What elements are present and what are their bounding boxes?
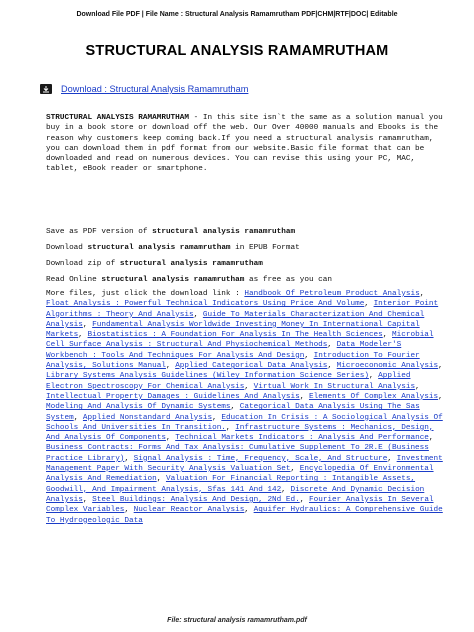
page-title: STRUCTURAL ANALYSIS RAMAMRUTHAM xyxy=(85,43,389,59)
related-file-link[interactable]: Nuclear Reactor Analysis xyxy=(133,506,245,515)
related-file-link[interactable]: Valuation For Financial Reporting : Intangible Assets, Goodwill, And Impairment Analysis, Sfas 141 And 142 xyxy=(46,475,416,494)
related-file-link[interactable]: Intellectual Property Damages : Guidelines And Analysis xyxy=(46,392,300,401)
related-file-link[interactable]: Interior Point Algorithms : Theory And Analysis xyxy=(46,300,439,319)
related-file-link[interactable]: Technical Markets Indicators : Analysis And Performance xyxy=(175,434,429,443)
related-file-link[interactable]: Guide To Materials Characterization And Chemical Analysis xyxy=(46,310,425,329)
related-file-link[interactable]: Modeling And Analysis Of Dynamic Systems xyxy=(46,403,231,412)
epub-line-post: in EPUB Format xyxy=(230,244,300,252)
related-file-link[interactable]: Biostatistics : A Foundation For Analysis In The Health Sciences xyxy=(87,331,383,340)
zip-line xyxy=(46,259,446,269)
pdf-line-pre: Save as PDF version of xyxy=(46,228,153,236)
related-file-link[interactable]: Steel Buildings: Analysis And Design, 2Nd Ed. xyxy=(92,495,300,504)
intro-text: - In this site isn`t the same as a solution manual you buy in a book store or download off the web. Our Over 40000 manuals and Ebooks is the reason why customers keep coming back.If you need a structural analysis ramamrutham, you can download them in pdf format from our website.Basic file format that can be downloaded and read on numerous devices. You can revise this using your PC, MAC, tablet, eBook reader or smartphone. xyxy=(46,114,443,174)
zip-line-pre: Download zip of xyxy=(46,260,120,268)
epub-line-bold: structural analysis ramamrutham xyxy=(87,244,231,252)
related-file-link[interactable]: Infrastructure Systems : Mechanics, Design, And Analysis Of Components xyxy=(46,423,434,443)
online-line-post: as free as you can xyxy=(244,276,333,284)
related-file-link[interactable]: Microbial Cell Surface Analysis : Structural And Physiochemical Methods xyxy=(46,331,434,350)
epub-line-pre: Download xyxy=(46,244,88,252)
pdf-line xyxy=(46,227,446,237)
pdf-line-bold: structural analysis ramamrutham xyxy=(152,228,296,236)
related-file-link[interactable]: Investment Management Paper With Security Analysis Valuation Set xyxy=(46,454,443,474)
related-file-link[interactable]: Aquifer Hydraulics: A Comprehensive Guide To Hydrogeologic Data xyxy=(46,506,443,525)
related-file-link[interactable]: Data Modeler'S Workbench : Tools And Techniques For Analysis And Design xyxy=(46,341,402,360)
intro-paragraph xyxy=(46,113,446,175)
related-file-link[interactable]: Introduction To Fourier Analysis, Solutions Manual xyxy=(46,351,420,371)
related-file-link[interactable]: Applied Electron Spectroscopy For Chemical Analysis xyxy=(46,372,411,391)
page-header: Download File PDF | File Name : Structural Analysis Ramamrutham PDF|CHM|RTF|DOC| Editable xyxy=(76,11,398,18)
related-file-link[interactable]: Discrete And Dynamic Decision Analysis xyxy=(46,485,425,504)
related-file-link[interactable]: Fundamental Analysis Worldwide Investing Money In International Capital Markets xyxy=(46,320,420,340)
footer-filename: File: structural analysis ramamrutham.pdf xyxy=(167,617,307,624)
intro-bold-title: STRUCTURAL ANALYSIS RAMAMRUTHAM xyxy=(46,114,190,122)
related-file-link[interactable]: Virtual Work In Structural Analysis xyxy=(253,382,416,391)
related-file-link[interactable]: Education In Crisis : A Sociological Analysis Of Schools And Universities In Transition. xyxy=(46,413,443,432)
related-file-link[interactable]: Applied Nonstandard Analysis xyxy=(82,413,213,422)
related-file-link[interactable]: Categorical Data Analysis Using The Sas System xyxy=(46,403,420,422)
online-line-bold: structural analysis ramamrutham xyxy=(101,276,245,284)
online-line xyxy=(46,275,446,285)
download-row xyxy=(40,84,248,94)
related-file-link[interactable]: Library Systems Analysis Guidelines (Wiley Information Science Series) xyxy=(46,372,369,381)
related-file-link[interactable]: Fourier Analysis In Several Complex Variables xyxy=(46,495,434,515)
more-files-intro: More files, just click the download link : xyxy=(46,290,245,298)
related-file-link[interactable]: Encyclopedia Of Environmental Analysis And Remediation xyxy=(46,465,434,484)
download-icon[interactable] xyxy=(40,84,52,94)
epub-line xyxy=(46,243,446,253)
related-file-link[interactable]: Handbook Of Petroleum Product Analysis xyxy=(244,290,420,298)
online-line-pre: Read Online xyxy=(46,276,102,284)
related-file-link[interactable]: Business Contracts: Forms And Tax Analysis: Cumulative Supplement To 2R.E (Business Practice Library) xyxy=(46,444,429,463)
related-file-link[interactable]: Applied Categorical Data Analysis xyxy=(175,362,328,371)
related-file-link[interactable]: Microeconomic Analysis xyxy=(336,362,439,371)
related-file-link[interactable]: Float Analysis : Powerful Technical Indicators Using Price And Volume xyxy=(46,300,365,309)
related-file-link[interactable]: Signal Analysis : Time, Frequency, Scale, And Structure xyxy=(133,454,388,463)
more-files-paragraph: More files, just click the download link : Handbook Of Petroleum Product Analysis, Float Analysis : Powerful Technical Indicators Using Price And Volume, Interior Point Algorithms : Theory And Analysis, Guide To Materials Characterization And Chemical Analysis, Fundamental Analysis Worldwide Investing Money In International Capital Markets, Biostatistics : A Foundation For Analysis In The Health Sciences, Microbial Cell Surface Analysis : Structural And Physiochemical Methods, Data Modeler'S Workbench : Tools And Techniques For Analysis And Design, Introduction To Fourier Analysis, Solutions Manual, Applied Categorical Data Analysis, Microeconomic Analysis, Library Systems Analysis Guidelines (Wiley Information Science Series), Applied Electron Spectroscopy For Chemical Analysis, Virtual Work In Structural Analysis, Intellectual Property Damages : Guidelines And Analysis, Elements Of Complex Analysis, Modeling And Analysis Of Dynamic Systems, Categorical Data Analysis Using The Sas System, Applied Nonstandard Analysis, Education In Crisis : A Sociological Analysis Of Schools And Universities In Transition., Infrastructure Systems : Mechanics, Design, And Analysis Of Components, Technical Markets Indicators : Analysis And Performance, Business Contracts: Forms And Tax Analysis: Cumulative Supplement To 2R.E (Business Practice Library), Signal Analysis : Time, Frequency, Scale, And Structure, Investment Management Paper With Security Analysis Valuation Set, Encyclopedia Of Environmental Analysis And Remediation, Valuation For Financial Reporting : Intangible Assets, Goodwill, And Impairment Analysis, Sfas 141 And 142, Discrete And Dynamic Decision Analysis, Steel Buildings: Analysis And Design, 2Nd Ed., Fourier Analysis In Several Complex Variables, Nuclear Reactor Analysis, Aquifer Hydraulics: A Comprehensive Guide To Hydrogeologic Data xyxy=(46,290,443,525)
related-file-link[interactable]: Elements Of Complex Analysis xyxy=(308,392,439,401)
download-link[interactable]: Download : Structural Analysis Ramamrutham xyxy=(61,84,249,94)
zip-line-bold: structural analysis ramamrutham xyxy=(119,260,263,268)
